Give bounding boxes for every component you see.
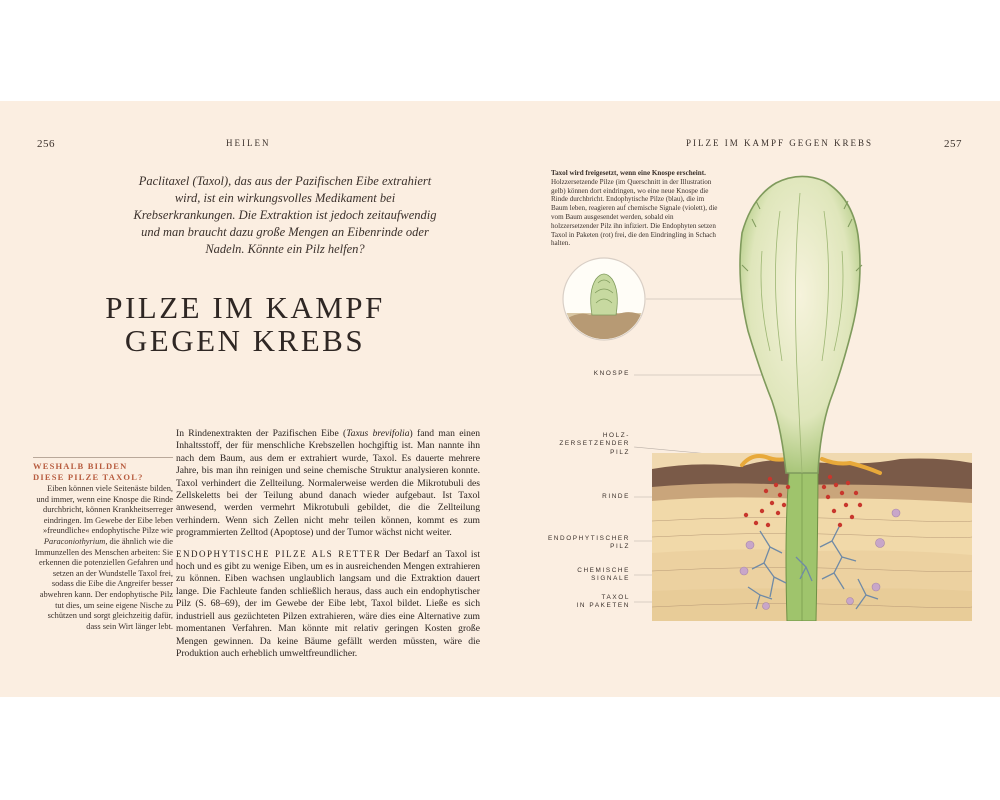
body-p1-end: ) fand man einen Inhaltsstoff, der für menschliche Krebszellen hochgiftig ist. Man nannte ihn nach dem Baum, aus dem er extrahiert wurde, Taxol. Es dauerte mehrere Jahre, bis man ihn reinigen und seine chemische Struktur analysieren konnte. Taxol verhindert die Zellteilung. Normalerweise werden die Mikrotubuli des Zellskeletts bei der Teilung abund danach wieder aufgebaut. Ist Taxol anwesend, werden vermehrt Mikrotubuli gebildet, die die Zellteilung verhindern. Wenn sich Zellen nicht mehr teilen können, kommt es zum programmierten Zelltod (Apoptose) und der Tumor wächst nicht weiter. (176, 428, 481, 539)
title-line-1: PILZE IM KAMPF (105, 290, 385, 325)
right-running-head: PILZE IM KAMPF GEGEN KREBS (686, 138, 874, 148)
tissue-cross-section (652, 453, 972, 621)
sidebar-heading-line-1: WESHALB BILDEN (33, 461, 128, 471)
label-holz-line-2: ZERSETZENDER (559, 440, 630, 448)
label-holzzersetzender-pilz (530, 432, 630, 457)
label-holz-line-3: PILZ (610, 448, 630, 456)
label-endo-line-1: ENDOPHYTISCHER (547, 535, 630, 542)
bud (740, 176, 862, 473)
label-knospe: KNOSPE (593, 370, 630, 377)
label-taxol-in-paketen (530, 594, 630, 611)
label-endo-line-2: PILZ (610, 543, 630, 551)
label-rinde: RINDE (602, 493, 630, 500)
caption-text: Holzzersetzende Pilze (im Querschnitt in der Illustration gelb) können dort eindringen, wo eine neue Knospe die Rinde durchbricht. Endophytische Pilze (blau), die im Baum leben, reagieren auf chemische Signale (violett), die vom Baum ausgesendet werden, sobald ein holzzersetzender Pilz ihn infiziert. Die Endophyten setzen Taxol in Paketen (rot) frei, die den Eindringling in Schach halten. (551, 177, 718, 248)
right-page-number: 257 (944, 138, 962, 150)
left-page-number: 256 (37, 138, 55, 150)
label-chem-line-2: SIGNALE (591, 575, 630, 583)
body-p1-start: In Rindenextrakten der Pazifischen Eibe ( (176, 428, 347, 439)
bud-cross-section-illustration (0, 101, 1000, 697)
sidebar-species: Paraconiothyrium (43, 536, 106, 546)
sidebar-heading-line-2: DIESE PILZE TAXOL? (33, 471, 144, 482)
sidebar-text-part-2: , die ähnlich wie die Immunzellen des Menschen arbeiten: Sie erkennen die potenziellen Gefahren und setzen an der Wundstelle Taxol frei, sodass die Eibe die Angreifer besser abwehren kann. Der endophytische Pilz tut dies, um seine eigene Nische zu schützen und sorgt gleichzeitig dafür, dass sein Wirt länger lebt. (34, 536, 173, 631)
intro-text: Paclitaxel (Taxol), das aus der Pazifischen Eibe extrahiert wird, ist ein wirkungsvolles Medikament bei Krebserkrankungen. Die Extraktion ist jedoch zeitaufwendig und man braucht dazu große Mengen an Eibenrinde oder Nadeln. Könnte ein Pilz helfen? (133, 174, 437, 256)
title-line-2: GEGEN KREBS (124, 323, 366, 358)
sidebar-text-part-1: Eiben können viele Seitenäste bilden, und immer, wenn eine Knospe die Rinde durchbricht, können Krankheitserreger eindringen. Im Gewebe der Eibe leben »freundliche« endophytische Pilze wie (36, 484, 173, 536)
body-subheading: ENDOPHYTISCHE PILZE ALS RETTER (176, 548, 382, 559)
label-chemische-signale (530, 567, 630, 584)
body-species: Taxus brevifolia (346, 428, 410, 439)
label-holz-line-1: HOLZ- (602, 432, 630, 439)
label-chem-line-1: CHEMISCHE (577, 567, 630, 574)
body-p2-text: Der Bedarf an Taxol ist hoch und es gibt zu wenige Eiben, um es in ausreichenden Mengen extrahieren zu können. Eiben wachsen unglaublich langsam und die Extraktion dauert lange. Die Fachleute fanden schließlich heraus, dass auch ein endophytischer Pilz (S. 68–69), der im Gewebe der Eibe lebt, Taxol bildet. Ließe es sich industriell aus gezüchteten Pilzen extrahieren, wäre dies eine Alternative zum momentanen Verfahren. Man könnte mit relativ geringen Kosten große Mengen gewinnen. Da keine Bäume gefällt werden müssten, wäre die Produktion auch erheblich umweltfreundlicher. (176, 548, 480, 659)
label-taxol-line-2: IN PAKETEN (576, 602, 630, 610)
label-taxol-line-1: TAXOL (601, 594, 630, 601)
left-running-head: HEILEN (226, 138, 271, 148)
caption-heading: Taxol wird freigesetzt, wenn eine Knospe erscheint. (551, 169, 706, 177)
label-endophytischer-pilz (530, 535, 630, 552)
inset-circle (560, 258, 650, 343)
book-spread (0, 101, 1000, 697)
